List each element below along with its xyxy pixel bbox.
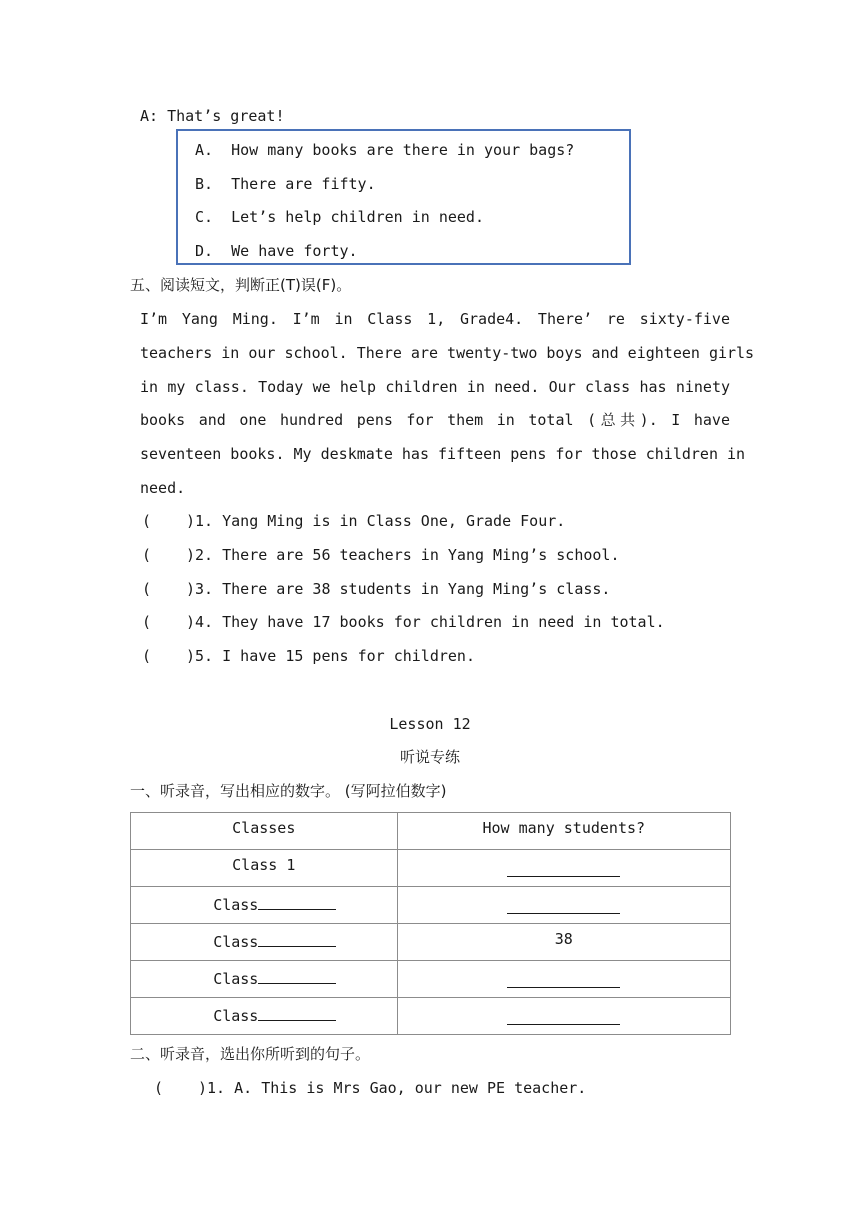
- section2-heading: 二、听录音，选出你所听到的句子。: [130, 1045, 371, 1063]
- option-d: D. We have forty.: [195, 242, 358, 260]
- tf-item-5: ( )5. I have 15 pens for children.: [142, 647, 475, 665]
- passage-line: I’m Yang Ming. I’m in Class 1, Grade4. There’ re sixty-five: [140, 310, 730, 328]
- students-cell: 38: [397, 924, 730, 961]
- answer-blank[interactable]: [507, 1008, 620, 1025]
- class-blank[interactable]: [258, 1004, 336, 1021]
- class-blank[interactable]: [258, 930, 336, 947]
- answer-paren[interactable]: (: [142, 512, 152, 530]
- students-cell[interactable]: [397, 850, 730, 887]
- table-row: [131, 998, 731, 1035]
- header-classes: Classes: [131, 813, 398, 850]
- answer-paren[interactable]: (: [142, 613, 152, 631]
- students-table: [130, 812, 731, 1035]
- passage-line: in my class. Today we help children in need. Our class has ninety: [140, 378, 730, 396]
- table-row: [131, 850, 731, 887]
- class-cell: Class: [131, 998, 398, 1035]
- answer-paren[interactable]: (: [142, 580, 152, 598]
- answer-paren[interactable]: (: [142, 546, 152, 564]
- class-cell: Class: [131, 924, 398, 961]
- students-cell[interactable]: [397, 998, 730, 1035]
- class-blank[interactable]: [258, 967, 336, 984]
- dialogue-line: A: That’s great!: [140, 107, 285, 125]
- lesson-title: Lesson 12: [389, 715, 471, 733]
- students-cell[interactable]: [397, 961, 730, 998]
- class-cell: Class: [131, 961, 398, 998]
- passage-line: seventeen books. My deskmate has fifteen pens for those children in: [140, 445, 746, 463]
- passage-line: need.: [140, 479, 186, 497]
- tf-item-3: ( )3. There are 38 students in Yang Ming’s class.: [142, 580, 611, 598]
- section5-heading: 五、阅读短文，判断正(T)误(F)。: [130, 276, 352, 294]
- answer-paren[interactable]: (: [154, 1079, 164, 1097]
- answer-blank[interactable]: [507, 860, 620, 877]
- tf-item-2: ( )2. There are 56 teachers in Yang Ming’s school.: [142, 546, 620, 564]
- table-row: [131, 924, 731, 961]
- class-blank[interactable]: [258, 893, 336, 910]
- option-a: A. How many books are there in your bags?: [195, 141, 575, 159]
- tf-item-4: ( )4. They have 17 books for children in need in total.: [142, 613, 665, 631]
- option-c: C. Let’s help children in need.: [195, 208, 484, 226]
- table-header-row: [131, 813, 731, 850]
- answer-paren[interactable]: (: [142, 647, 152, 665]
- table-row: [131, 961, 731, 998]
- students-cell[interactable]: [397, 887, 730, 924]
- listen-item-1: ( )1. A. This is Mrs Gao, our new PE teacher.: [154, 1079, 587, 1097]
- class-cell: Class: [131, 887, 398, 924]
- option-b: B. There are fifty.: [195, 175, 376, 193]
- class-cell: Class 1: [131, 850, 398, 887]
- tf-item-1: ( )1. Yang Ming is in Class One, Grade Four.: [142, 512, 566, 530]
- header-students: How many students?: [397, 813, 730, 850]
- passage-line: teachers in our school. There are twenty-two boys and eighteen girls: [140, 344, 755, 362]
- lesson-subtitle: 听说专练: [399, 748, 460, 766]
- answer-blank[interactable]: [507, 897, 620, 914]
- passage-line: books and one hundred pens for them in total (总共). I have: [140, 411, 730, 429]
- table-row: [131, 887, 731, 924]
- section1-heading: 一、听录音，写出相应的数字。 (写阿拉伯数字): [130, 782, 447, 800]
- answer-blank[interactable]: [507, 971, 620, 988]
